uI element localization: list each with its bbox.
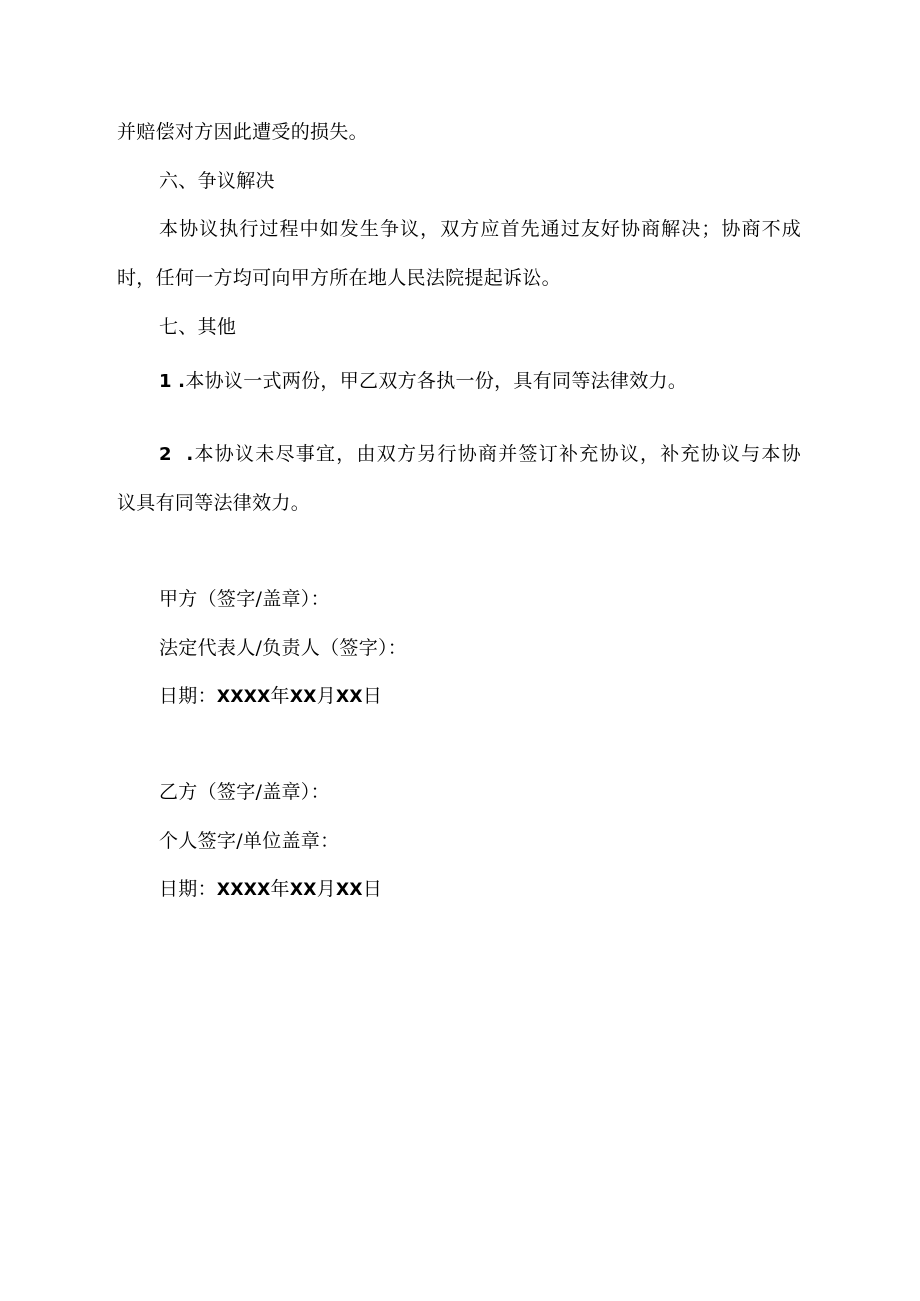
section-6-paragraph-line-1: 本协议执行过程中如发生争议，双方应首先通过友好协商解决；协商不成 xyxy=(159,218,801,240)
item-2-text-line-1: 本协议未尽事宜，由双方另行协商并签订补充协议，补充协议与本协 xyxy=(193,443,801,465)
party-b-date-month-unit: 月 xyxy=(316,878,336,900)
section-7-item-2-line-1 xyxy=(159,442,801,467)
item-1-text: 本协议一式两份，甲乙双方各执一份，具有同等法律效力。 xyxy=(185,370,688,392)
party-a-date-label: 日期： xyxy=(159,685,217,707)
item-2-number: 2 xyxy=(159,444,172,465)
continuation-text: 并赔偿对方因此遭受的损失。 xyxy=(117,121,368,143)
section-7-heading: 七、其他 xyxy=(159,316,237,338)
party-b-date-year-unit: 年 xyxy=(270,878,290,900)
party-b-date-year: XXXX xyxy=(216,880,271,900)
party-a-sign-label: 甲方（签字/盖章）： xyxy=(159,588,330,610)
party-b-date-day-unit: 日 xyxy=(362,878,383,900)
section-6-paragraph-line-2: 时，任何一方均可向甲方所在地人民法院提起诉讼。 xyxy=(117,267,561,289)
party-b-date-day: XX xyxy=(336,880,363,900)
section-6-heading: 六、争议解决 xyxy=(159,170,275,192)
party-a-date-year-unit: 年 xyxy=(270,685,290,707)
party-a-date-day: XX xyxy=(336,687,363,707)
party-a-date-month-unit: 月 xyxy=(316,685,336,707)
section-7-item-2-line-2: 议具有同等法律效力。 xyxy=(117,492,311,514)
party-a-date xyxy=(159,684,382,709)
item-1-dot: . xyxy=(178,371,186,392)
party-b-sign-label: 乙方（签字/盖章）： xyxy=(159,781,330,803)
item-1-number: 1 xyxy=(159,371,172,392)
party-a-representative-label: 法定代表人/负责人（签字）： xyxy=(159,637,408,659)
section-7-item-1 xyxy=(159,369,687,394)
item-2-dot: . xyxy=(186,444,194,465)
party-b-personal-label: 个人签字/单位盖章： xyxy=(159,830,340,852)
party-b-date xyxy=(159,877,382,902)
party-a-date-month: XX xyxy=(289,687,317,707)
party-a-date-day-unit: 日 xyxy=(362,685,383,707)
party-b-date-month: XX xyxy=(289,880,317,900)
party-b-date-label: 日期： xyxy=(159,878,217,900)
party-a-date-year: XXXX xyxy=(216,687,271,707)
